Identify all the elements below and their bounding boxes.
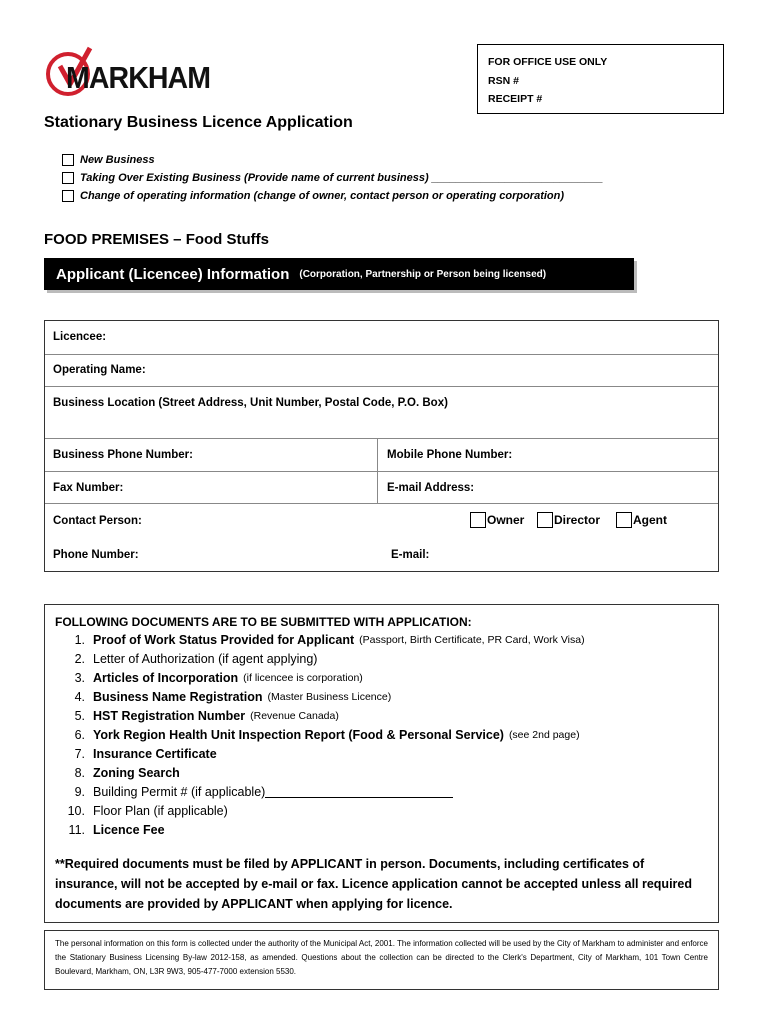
change-info-checkbox[interactable] [62, 190, 74, 202]
form-title: Stationary Business Licence Application [44, 114, 353, 131]
business-location-row[interactable] [45, 387, 718, 439]
document-note: (see 2nd page) [508, 728, 580, 741]
role-director[interactable] [537, 512, 600, 528]
option-change-info[interactable] [62, 187, 603, 205]
section-title: FOOD PREMISES – Food Stuffs [44, 231, 270, 248]
document-item [55, 725, 708, 744]
option-taking-over[interactable] [62, 169, 603, 187]
agent-label: Agent [633, 513, 667, 527]
business-location-label: Business Location (Street Address, Unit Number, Postal Code, P.O. Box) [53, 397, 448, 409]
documents-title: FOLLOWING DOCUMENTS ARE TO BE SUBMITTED WITH APPLICATION: [55, 615, 472, 629]
director-label: Director [554, 513, 601, 527]
licencee-label: Licencee: [53, 331, 107, 343]
document-text: Floor Plan (if applicable) [93, 803, 228, 818]
document-item [55, 801, 708, 820]
operating-name-label: Operating Name: [53, 364, 146, 376]
document-text: HST Registration Number [93, 708, 246, 723]
document-item [55, 687, 708, 706]
owner-label: Owner [487, 513, 525, 527]
applicant-info-table [44, 320, 719, 572]
document-number: 3. [74, 670, 85, 685]
role-agent[interactable] [616, 512, 667, 528]
agent-checkbox[interactable] [616, 512, 632, 528]
role-owner[interactable] [470, 512, 524, 528]
document-item [55, 782, 708, 801]
document-number: 7. [74, 746, 85, 761]
document-number: 5. [74, 708, 85, 723]
document-text: Building Permit # (if applicable) [93, 784, 266, 799]
required-documents-box [44, 604, 719, 923]
document-number: 8. [74, 765, 85, 780]
document-number: 11. [68, 822, 85, 837]
document-text: York Region Health Unit Inspection Report (Food & Personal Service) [93, 727, 504, 742]
owner-checkbox[interactable] [470, 512, 486, 528]
banner-subtitle: (Corporation, Partnership or Person being licensed) [299, 268, 547, 280]
required-note: **Required documents must be filed by APPLICANT in person. Documents, including certificates of insurance, will not be accepted by e-mail or fax. Licence application cannot be accepted unless all required documents are provided by APPLICANT when applying for licence. [55, 857, 692, 911]
application-type-options [62, 151, 603, 205]
contact-person-label[interactable]: Contact Person: [53, 515, 142, 527]
document-text: Business Name Registration [93, 689, 263, 704]
document-note: (Revenue Canada) [250, 709, 339, 722]
phone-row [45, 439, 718, 472]
document-note: (Master Business Licence) [267, 690, 392, 703]
rsn-label: RSN # [488, 74, 519, 87]
document-item [55, 820, 708, 839]
option-new-business[interactable] [62, 151, 603, 169]
document-number: 9. [74, 784, 85, 799]
document-note: (Passport, Birth Certificate, PR Card, Work Visa) [359, 633, 585, 646]
document-item [55, 763, 708, 782]
fax-email-row [45, 472, 718, 504]
document-number: 4. [74, 689, 85, 704]
document-text: Letter of Authorization (if agent applying) [93, 651, 318, 666]
licencee-row[interactable] [45, 321, 718, 355]
document-text: Articles of Incorporation [93, 670, 239, 685]
mobile-phone-label[interactable]: Mobile Phone Number: [387, 449, 513, 461]
document-item [55, 668, 708, 687]
option-label: Change of operating information (change of owner, contact person or operating corporation) [80, 190, 565, 202]
taking-over-checkbox[interactable] [62, 172, 74, 184]
document-number: 2. [74, 651, 85, 666]
business-phone-label[interactable]: Business Phone Number: [53, 449, 193, 461]
document-item [55, 744, 708, 763]
document-number: 1. [74, 632, 85, 647]
banner-title: Applicant (Licencee) Information [56, 265, 290, 283]
document-number: 6. [74, 727, 85, 742]
document-item [55, 706, 708, 725]
document-text: Licence Fee [93, 822, 165, 837]
email-address-label[interactable]: E-mail Address: [387, 482, 475, 494]
documents-list [55, 630, 708, 839]
email-label[interactable]: E-mail: [391, 549, 430, 561]
document-text: Proof of Work Status Provided for Applicant [93, 632, 355, 647]
logo-text: MARKHAM [66, 60, 211, 95]
new-business-checkbox[interactable] [62, 154, 74, 166]
operating-name-row[interactable] [45, 355, 718, 387]
column-divider [377, 439, 378, 504]
document-number: 10. [67, 803, 85, 818]
receipt-label: RECEIPT # [488, 93, 543, 105]
privacy-notice: The personal information on this form is collected under the authority of the Municipal Act, 2001. The information collected will be used by the City of Markham to administer and enforce the Stationary Business Licensing By-law 2012-158, as amended. Questions about the collection can be directed to the Clerk's Department, City of Markham, 101 Town Centre Boulevard, Markham, ON, L3R 9W3, 905-477-7000 extension 5530. [44, 930, 719, 990]
building-permit-blank[interactable] [265, 785, 453, 798]
phone-number-label[interactable]: Phone Number: [53, 549, 139, 561]
applicant-banner [44, 258, 634, 290]
office-use-heading: FOR OFFICE USE ONLY [488, 56, 608, 68]
document-text: Zoning Search [93, 765, 180, 780]
markham-logo [44, 44, 214, 100]
document-text: Insurance Certificate [93, 746, 217, 761]
fax-label[interactable]: Fax Number: [53, 482, 124, 494]
document-note: (if licencee is corporation) [243, 671, 363, 684]
option-label: Taking Over Existing Business (Provide name of current business) ____________________________ [80, 172, 603, 184]
office-use-box [477, 44, 724, 114]
document-item [55, 649, 708, 668]
director-checkbox[interactable] [537, 512, 553, 528]
document-item [55, 630, 708, 649]
option-label: New Business [80, 154, 155, 166]
